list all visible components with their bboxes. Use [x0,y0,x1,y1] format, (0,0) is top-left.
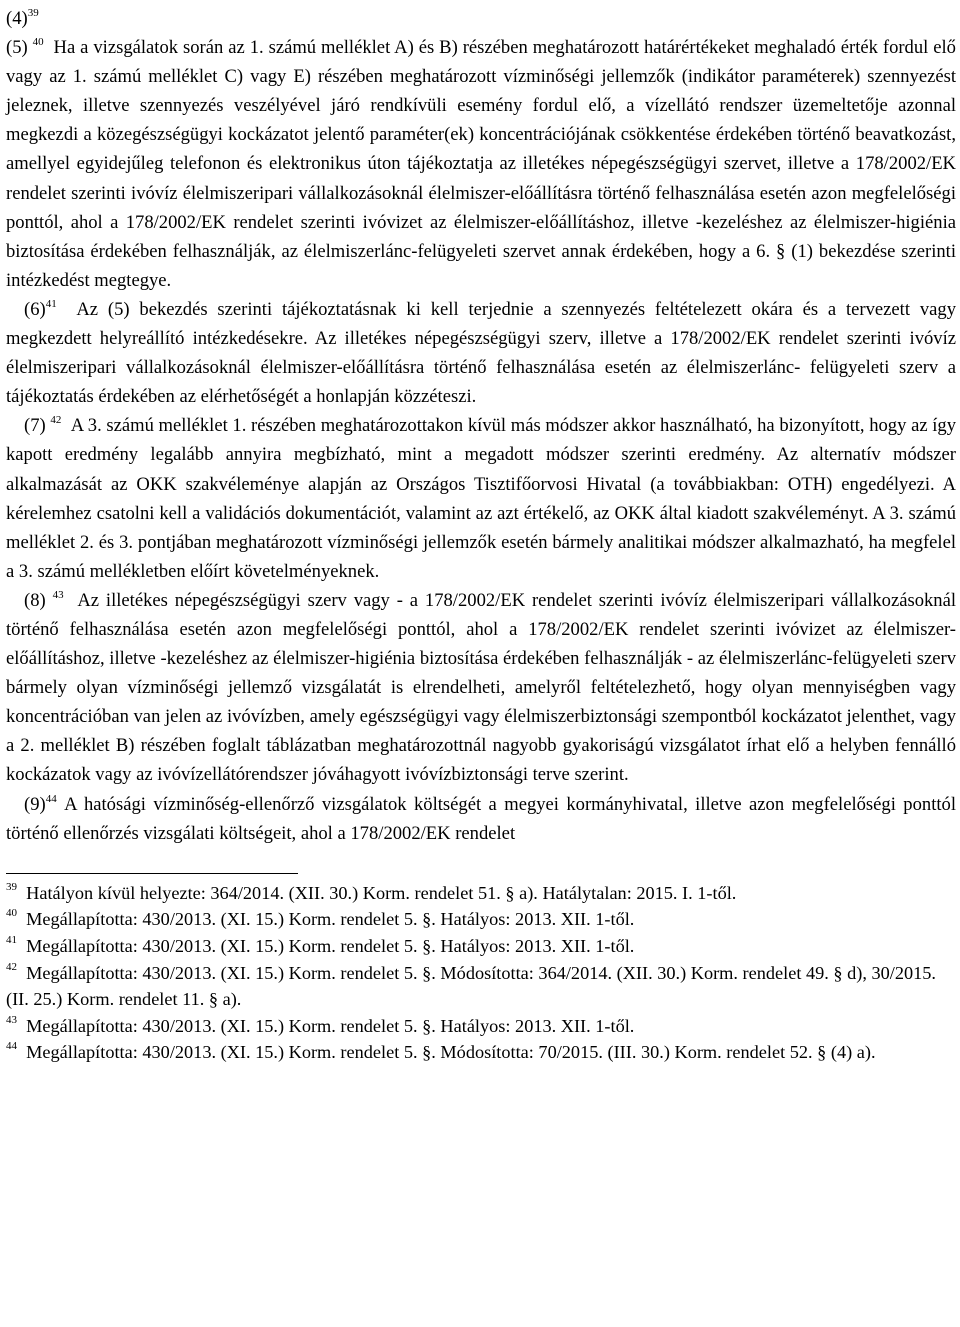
footnote-number: 44 [6,1040,17,1053]
footnote-text: Megállapította: 430/2013. (XI. 15.) Korm. rendelet 5. §. Hatályos: 2013. XII. 1-től. [26,935,635,956]
footnotes [6,880,956,1066]
paragraph-text: A hatósági vízminőség-ellenőrző vizsgálatok költségét a megyei kormányhivatal, illetve azon megfelelőségi ponttól történő ellenőrzés vizsgálati költségeit, ahol a 178/2002/EK rendelet [6,793,956,844]
footnote-ref[interactable]: 43 [52,588,64,601]
paragraph-9 [6,790,956,848]
paragraph-text: Az illetékes népegészségügyi szerv vagy - a 178/2002/EK rendelet szerinti ivóvíz élelmiszeripari vállalkozásoknál történő felhasználása esetén azon megfelelőségi ponttól, ahol a 178/2002/EK rendelet szerinti ivóvizet az élelmiszer-előállításhoz, illetve -kezeléshez az élelmiszer-higiénia biztosítása érdekében felhasználják - az élelmiszerlánc-felügyeleti szerv bármely olyan vízminőségi jellemző vizsgálatát is elrendelheti, amelyről feltételezhető, hogy olyan mennyiségben vagy koncentrációban van jelen az ivóvízben, amely egészségügyi vagy élelmiszerbiztonsági szempontból kockázatot jelenthet, vagy a 2. melléklet B) részében foglalt táblázatban meghatározottnál nagyobb gyakoriságú vizsgálatot írhat elő a helyben fennálló kockázatok vagy az ivóvízellátórendszer jóváhagyott ivóvízbiztonsági terve szerint. [6,589,957,786]
footnote-ref[interactable]: 40 [32,35,44,48]
paragraph-number: (7) [24,415,46,437]
paragraph-text: Ha a vizsgálatok során az 1. számú melléklet A) és B) részében meghatározott határértékeket meghaladó érték fordul elő vagy az 1. számú melléklet C) vagy E) részében meghatározott vízminőségi jellemzők (indikátor paraméterek) szennyezést jeleznek, illetve szennyezés veszélyével járó rendkívüli esemény fordul elő, a vízellátó rendszer üzemeltetője azonnal megkezdi a közegészségügyi kockázatot jelentő paraméter(ek) koncentrációjának csökkentése érdekében történő beavatkozást, amellyel egyidejűleg telefonon és elektronikus úton tájékoztatja az illetékes népegészségügyi szervet, illetve a 178/2002/EK rendelet szerinti ivóvíz élelmiszeripari vállalkozásoknál élelmiszer-előállításra történő felhasználása esetén azon megfelelőségi ponttól, ahol a 178/2002/EK rendelet szerinti ivóvizet az élelmiszer-előállításhoz, illetve -kezeléshez az élelmiszer-higiénia biztosítása érdekében felhasználják, az élelmiszerlánc-felügyeleti szervet annak érdekében, hogy a 6. § (1) bekezdése szerinti intézkedést megtegye. [6,37,956,291]
footnote-ref[interactable]: 42 [50,414,62,427]
footnote-number: 40 [6,907,17,920]
footnote-number: 43 [6,1013,17,1026]
document-page [6,0,956,1066]
paragraph-7 [6,411,956,586]
footnote-text: Hatályon kívül helyezte: 364/2014. (XII. 30.) Korm. rendelet 51. § a). Hatálytalan: 2015. I. 1-től. [26,882,737,903]
footnote-39 [6,880,956,907]
footnote-ref[interactable]: 44 [45,792,57,805]
paragraph-number: (6) [24,298,46,320]
paragraph-6 [6,295,956,411]
paragraph-text: Az (5) bekezdés szerinti tájékoztatásnak ki kell terjednie a szennyezés feltételezett okára és a tervezett vagy megkezdett helyreállító intézkedésekre. Az illetékes népegészségügyi szerv, illetve a 178/2002/EK rendelet szerinti ivóvíz élelmiszeripari vállalkozásoknál élelmiszer-előállításra történő felhasználása esetén az élelmiszerlánc- felügyeleti szerv a tájékoztatás érdekében az elérhetőségét a honlapján közzéteszi. [6,298,956,408]
footnote-number: 41 [6,934,17,947]
footnote-43 [6,1013,956,1040]
footnote-text: Megállapította: 430/2013. (XI. 15.) Korm. rendelet 5. §. Hatályos: 2013. XII. 1-től. [26,1015,635,1036]
paragraph-number: (5) [6,37,28,59]
paragraph-number: (9) [24,793,46,815]
footnote-41 [6,933,956,960]
footnote-42 [6,960,956,1013]
footnote-number: 42 [6,960,17,973]
footnote-ref[interactable]: 39 [27,6,39,19]
paragraph-number: (8) [24,589,46,611]
paragraph-text: A 3. számú melléklet 1. részében meghatározottakon kívül más módszer akkor használható, ha bizonyított, hogy az így kapott eredmény legalább annyira megbízható, mint a megadott módszer szerinti eredmény. Az alternatív módszer alkalmazását az OKK szakvéleménye alapján az Országos Tisztifőorvosi Hivatal (a továbbiakban: OTH) engedélyezi. A kérelemhez csatolni kell a validációs dokumentációt, valamint az azt értékelő, az OKK által kiadott szakvéleményt. A 3. számú melléklet 2. és 3. pontjában meghatározott vízminőségi jellemzők esetén bármely analitikai módszer alkalmazható, ha megfelel a 3. számú mellékletben előírt követelményeknek. [6,415,957,582]
footnote-number: 39 [6,880,17,893]
paragraph-8 [6,586,956,790]
footnote-ref[interactable]: 41 [45,297,57,310]
footnote-text: Megállapította: 430/2013. (XI. 15.) Korm. rendelet 5. §. Módosította: 70/2015. (III. 30.) Korm. rendelet 52. § (4) a). [26,1042,876,1063]
paragraph-4 [6,4,956,33]
footnote-44 [6,1039,956,1066]
footnote-text: Megállapította: 430/2013. (XI. 15.) Korm. rendelet 5. §. Módosította: 364/2014. (XII. 30.) Korm. rendelet 49. § d), 30/2015. (II. 25.) Korm. rendelet 11. § a). [6,962,936,1010]
footnote-separator [6,873,298,874]
paragraph-5 [6,33,956,295]
paragraph-number: (4) [6,8,28,29]
footnote-40 [6,906,956,933]
footnote-text: Megállapította: 430/2013. (XI. 15.) Korm. rendelet 5. §. Hatályos: 2013. XII. 1-től. [26,909,635,930]
